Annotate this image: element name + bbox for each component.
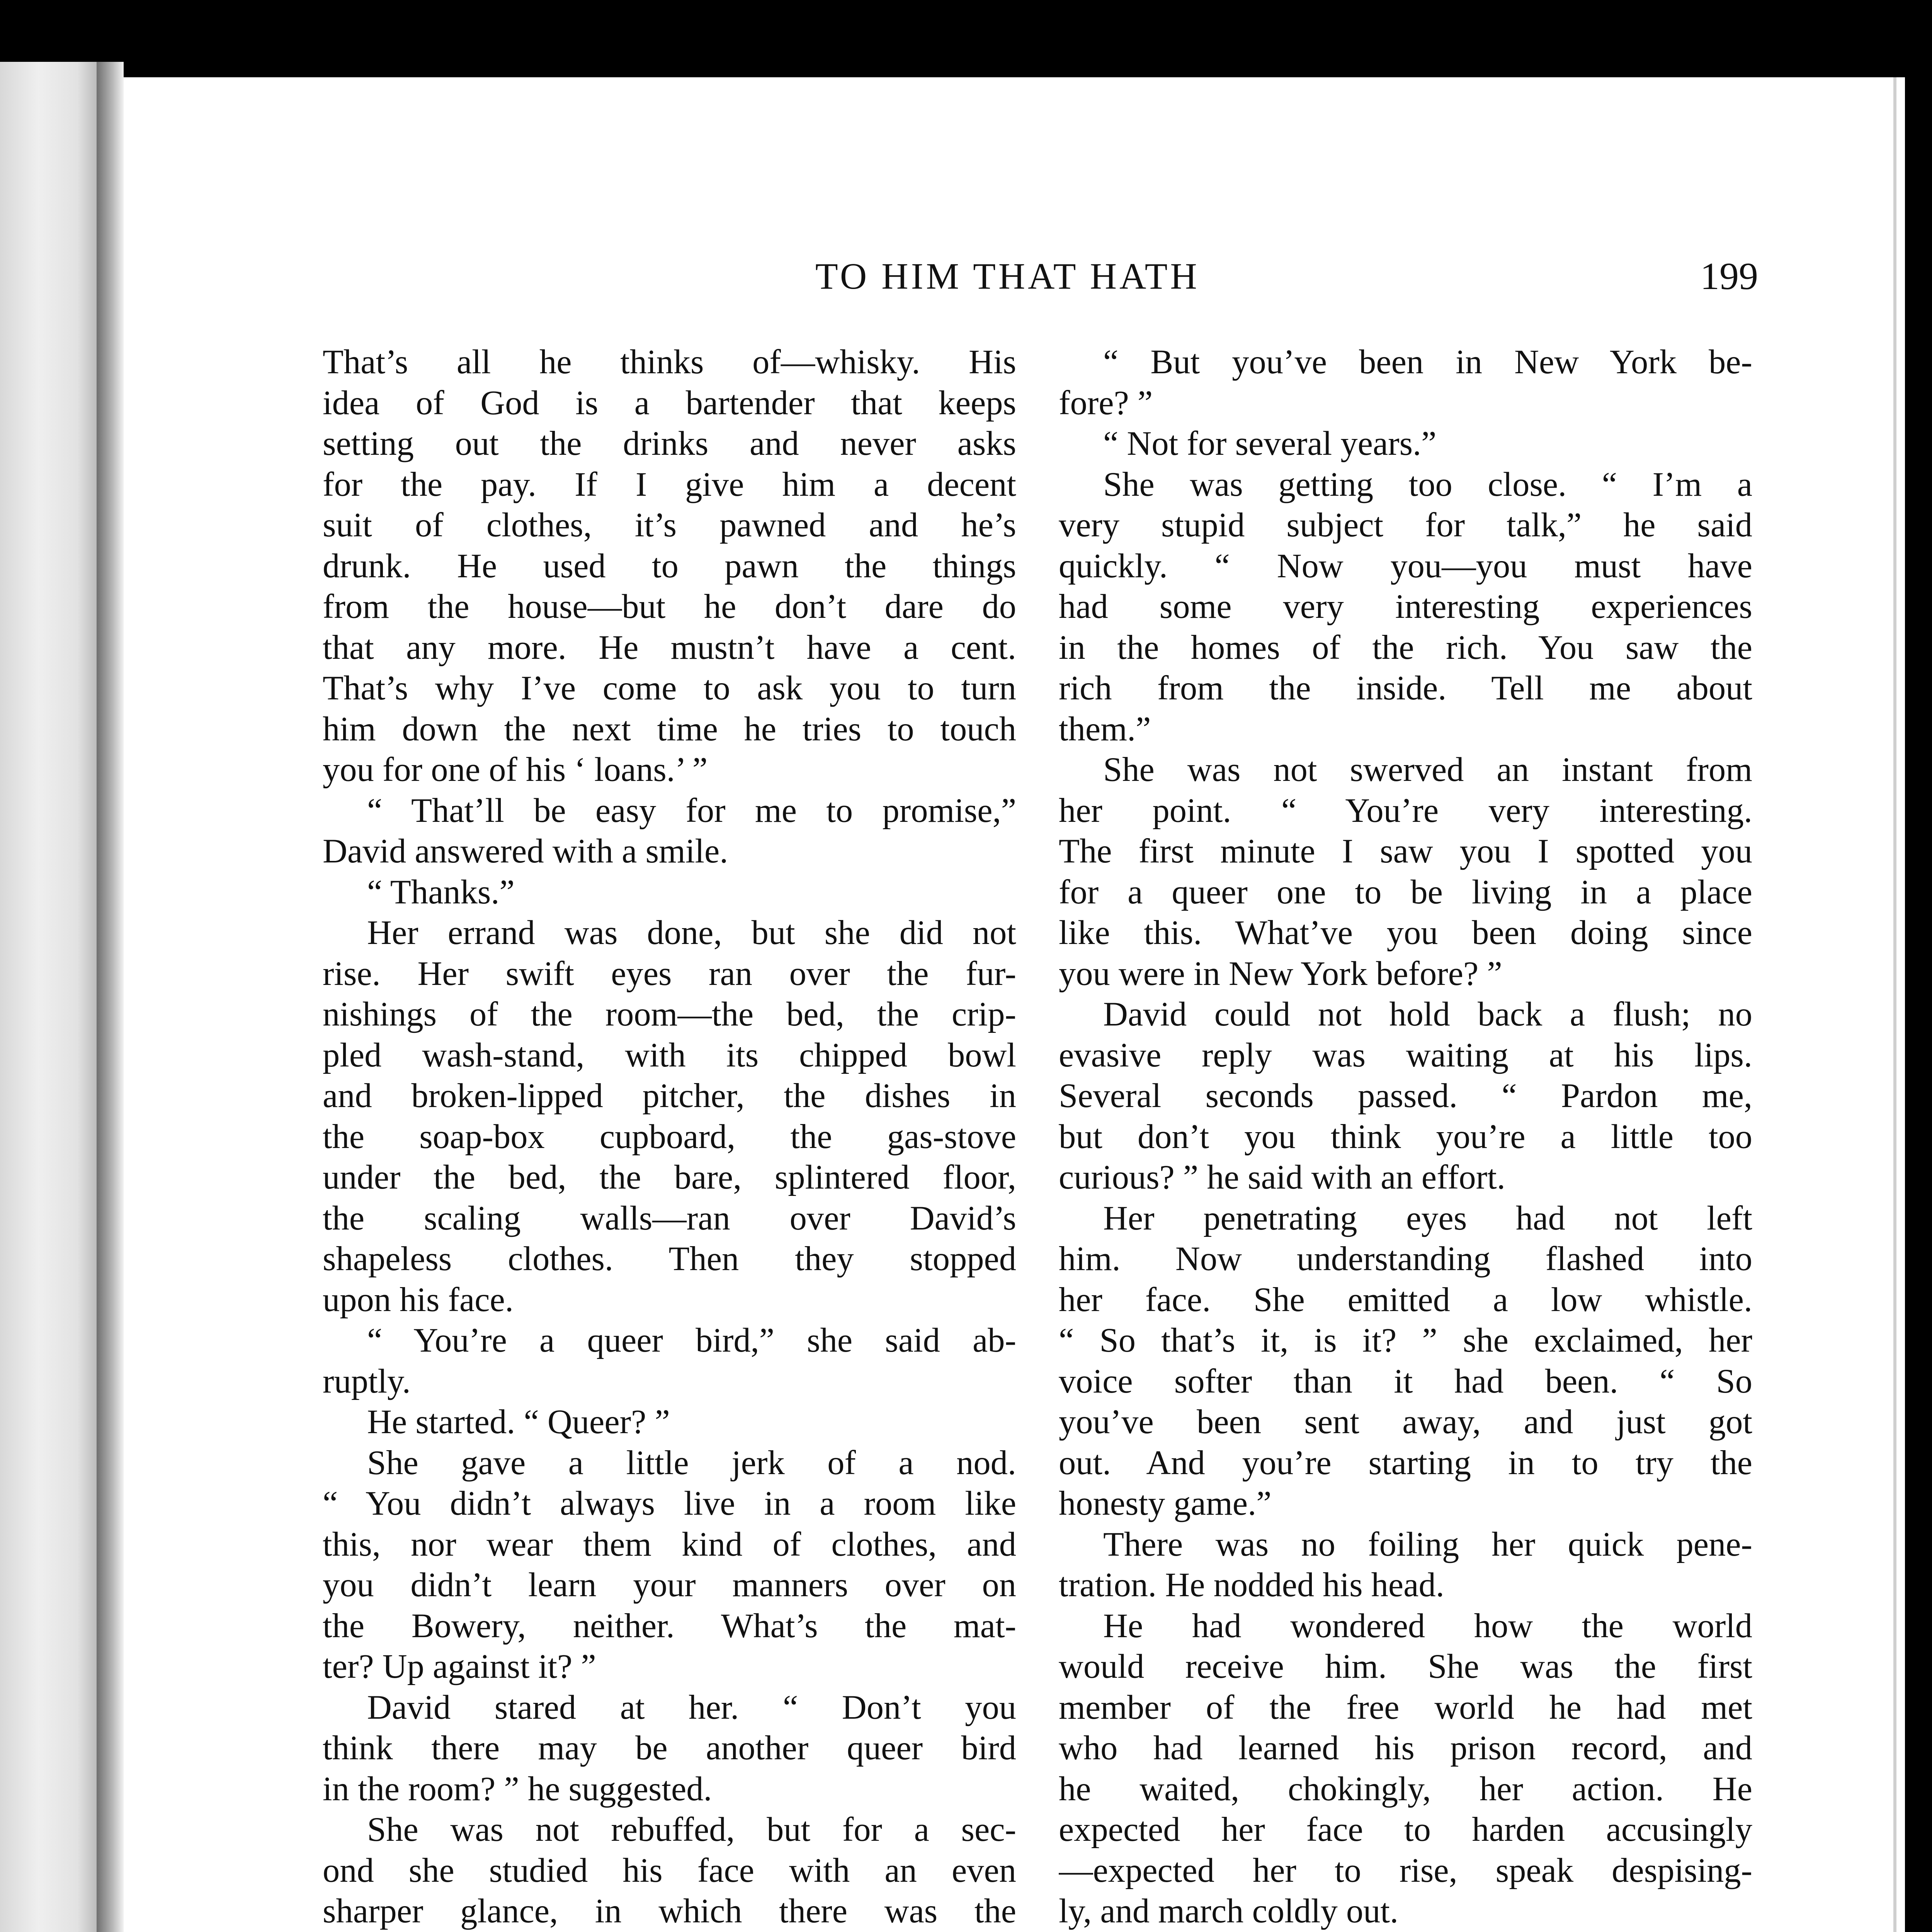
text-line: the Bowery, neither. What’s the mat- (323, 1607, 1016, 1645)
text-line: member of the free world he had met (1059, 1688, 1752, 1726)
text-column-right (1059, 342, 1752, 1932)
text-line: There was no foiling her quick pene- (1103, 1525, 1752, 1563)
text-line: for the pay. If I give him a decent (323, 465, 1016, 503)
text-line: upon his face. (323, 1281, 514, 1319)
text-line: She gave a little jerk of a nod. (367, 1444, 1016, 1482)
text-line: David could not hold back a flush; no (1103, 995, 1752, 1033)
text-line: rich from the inside. Tell me about (1059, 669, 1752, 707)
text-line: shapeless clothes. Then they stopped (323, 1240, 1016, 1278)
text-line: quickly. “ Now you—you must have (1059, 547, 1752, 585)
text-line: would receive him. She was the first (1059, 1648, 1752, 1685)
text-line: “ But you’ve been in New York be- (1103, 343, 1752, 381)
text-line: That’s why I’ve come to ask you to turn (323, 669, 1016, 707)
text-line: like this. What’ve you been doing since (1059, 914, 1752, 952)
text-line: him down the next time he tries to touch (323, 710, 1016, 748)
text-line: “ Not for several years.” (1103, 425, 1437, 463)
facing-page-edge (0, 62, 97, 1932)
text-line: “ You didn’t always live in a room like (323, 1485, 1016, 1522)
text-line: ter? Up against it? ” (323, 1648, 596, 1685)
text-line: “ That’ll be easy for me to promise,” (367, 791, 1016, 830)
text-line: David stared at her. “ Don’t you (367, 1688, 1016, 1726)
text-line: you for one of his ‘ loans.’ ” (323, 751, 708, 789)
text-line: “ So that’s it, is it? ” she exclaimed, her (1059, 1321, 1752, 1359)
text-line: “ You’re a queer bird,” she said ab- (367, 1321, 1016, 1359)
text-line: very stupid subject for talk,” he said (1059, 506, 1752, 544)
text-line: fore? ” (1059, 384, 1153, 422)
text-line: him. Now understanding flashed into (1059, 1240, 1752, 1278)
text-line: but don’t you think you’re a little too (1059, 1117, 1752, 1156)
text-line: who had learned his prison record, and (1059, 1729, 1752, 1767)
text-line: Her errand was done, but she did not (367, 914, 1016, 952)
text-line: this, nor wear them kind of clothes, and (323, 1525, 1016, 1563)
text-line: voice softer than it had been. “ So (1059, 1362, 1752, 1400)
text-line: rise. Her swift eyes ran over the fur- (323, 954, 1016, 993)
page-number: 199 (1700, 255, 1758, 298)
text-line: under the bed, the bare, splintered floor, (323, 1158, 1016, 1196)
text-line: in the homes of the rich. You saw the (1059, 628, 1752, 667)
text-line: in the room? ” he suggested. (323, 1770, 712, 1808)
text-line: tration. He nodded his head. (1059, 1566, 1444, 1604)
text-line: think there may be another queer bird (323, 1729, 1016, 1767)
text-line: had some very interesting experiences (1059, 588, 1752, 626)
text-line: the scaling walls—ran over David’s (323, 1199, 1016, 1237)
page-edge-line (1893, 77, 1896, 1932)
text-line: “ Thanks.” (367, 873, 515, 911)
text-line: She was getting too close. “ I’m a (1103, 465, 1752, 503)
text-line: He had wondered how the world (1103, 1607, 1752, 1645)
text-line: you were in New York before? ” (1059, 954, 1502, 993)
text-line: them.” (1059, 710, 1151, 748)
text-line: idea of God is a bartender that keeps (323, 384, 1016, 422)
text-column-left (323, 342, 1016, 1932)
running-head: TO HIM THAT HATH (815, 255, 1200, 297)
text-line: He started. “ Queer? ” (367, 1403, 670, 1441)
text-line: he waited, chokingly, her action. He (1059, 1770, 1752, 1808)
text-line: expected her face to harden accusingly (1059, 1811, 1752, 1849)
text-line: evasive reply was waiting at his lips. (1059, 1036, 1752, 1074)
text-line: you didn’t learn your manners over on (323, 1566, 1016, 1604)
text-line: setting out the drinks and never asks (323, 425, 1016, 463)
text-line: from the house—but he don’t dare do (323, 588, 1016, 626)
text-line: ly, and march coldly out. (1059, 1892, 1399, 1930)
text-line: suit of clothes, it’s pawned and he’s (323, 506, 1016, 544)
text-line: that any more. He mustn’t have a cent. (323, 628, 1016, 667)
text-line: ond she studied his face with an even (323, 1851, 1016, 1889)
text-line: pled wash-stand, with its chipped bowl (323, 1036, 1016, 1074)
text-line: curious? ” he said with an effort. (1059, 1158, 1505, 1196)
text-line: The first minute I saw you I spotted you (1059, 832, 1752, 870)
text-line: nishings of the room—the bed, the crip- (323, 995, 1016, 1033)
text-line: out. And you’re starting in to try the (1059, 1444, 1752, 1482)
text-line: Several seconds passed. “ Pardon me, (1059, 1077, 1752, 1115)
text-line: and broken-lipped pitcher, the dishes in (323, 1077, 1016, 1115)
text-line: ruptly. (323, 1362, 411, 1400)
text-line: She was not swerved an instant from (1103, 751, 1752, 789)
text-line: drunk. He used to pawn the things (323, 547, 1016, 585)
text-line: the soap-box cupboard, the gas-stove (323, 1117, 1016, 1156)
text-line: sharper glance, in which there was the (323, 1892, 1016, 1930)
text-line: David answered with a smile. (323, 832, 728, 870)
text-line: —expected her to rise, speak despising- (1059, 1851, 1752, 1889)
text-line: you’ve been sent away, and just got (1059, 1403, 1752, 1441)
text-line: She was not rebuffed, but for a sec- (367, 1811, 1016, 1849)
gutter-shadow (97, 62, 124, 1932)
text-line: That’s all he thinks of—whisky. His (323, 343, 1016, 381)
text-line: honesty game.” (1059, 1485, 1272, 1522)
text-line: Her penetrating eyes had not left (1103, 1199, 1752, 1237)
text-line: her face. She emitted a low whistle. (1059, 1281, 1752, 1319)
text-line: her point. “ You’re very interesting. (1059, 791, 1752, 830)
text-line: for a queer one to be living in a place (1059, 873, 1752, 911)
